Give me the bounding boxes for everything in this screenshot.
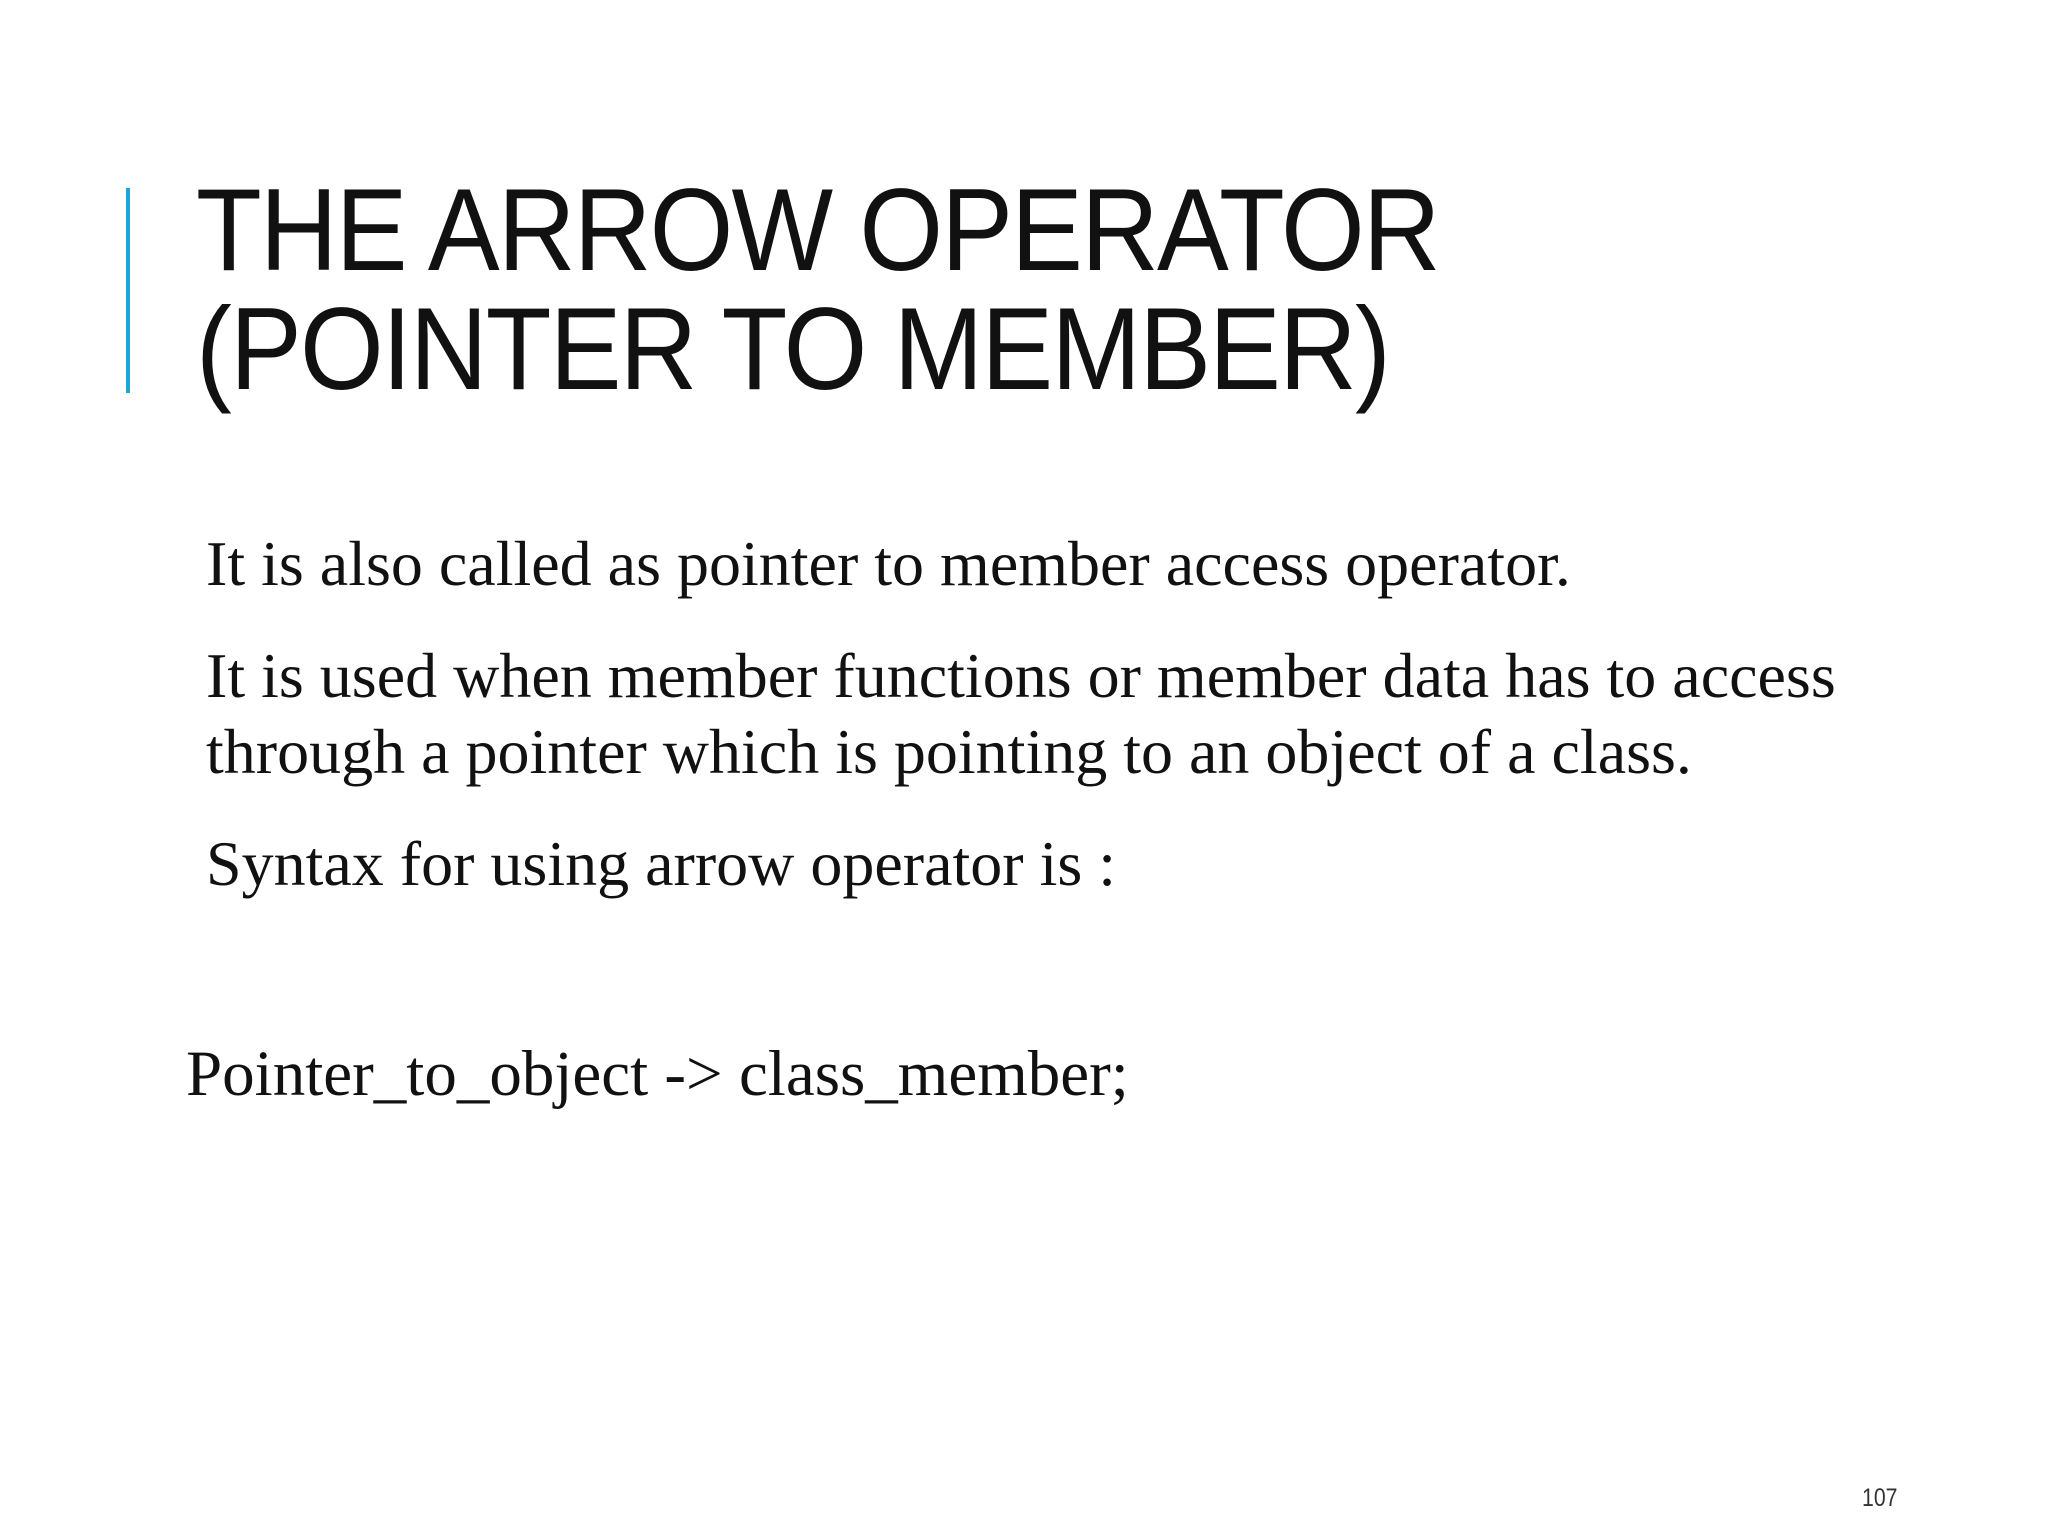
paragraph-3: Syntax for using arrow operator is : — [206, 828, 1117, 899]
paragraph-2: It is used when member functions or member data has to access through a pointer which is pointing to an object of a class. — [206, 640, 1836, 787]
title-accent-bar — [126, 188, 130, 393]
title-line-1: THE ARROW OPERATOR — [196, 164, 1439, 295]
slide-title — [196, 164, 1760, 414]
syntax-example: Pointer_to_object -> class_member; — [186, 1038, 1129, 1110]
page-number: 107 — [1862, 1484, 1898, 1512]
title-line-2: (POINTER TO MEMBER) — [196, 283, 1390, 414]
paragraph-1: It is also called as pointer to member access operator. — [206, 528, 1571, 599]
slide-body — [206, 526, 1856, 938]
